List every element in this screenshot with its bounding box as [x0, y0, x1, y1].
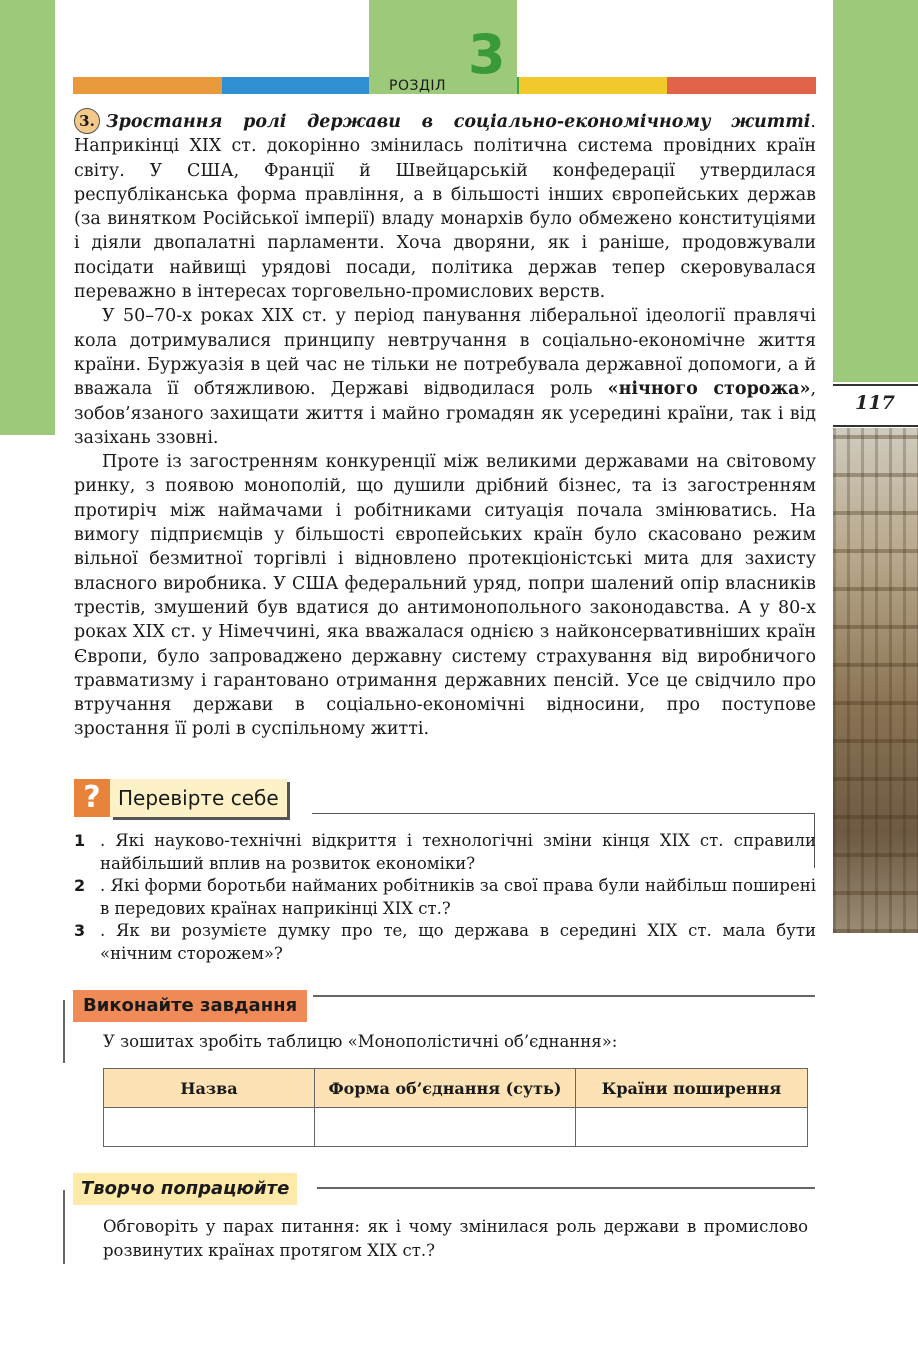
stripe-red [667, 77, 816, 94]
creative-title: Творчо попрацюйте [73, 1173, 297, 1205]
section-label: РОЗДІЛ [389, 78, 447, 94]
paragraph-3: Проте із загостренням конкуренції між великими державами на світовому ринку, з появою монополій, що душили дрібний бізнес, та із загостренням протиріч між наймачами і робітниками ситуація почала змінюватись. На вимогу підприємців у більшості європейських країн було скасовано режим вільної безмитної торгівлі і відновлено протекціоністські мита для захисту власного виробника. У США федеральний уряд, попри шалений опір власників трестів, змушений був вдатися до антимонопольного законодавства. А у 80-х роках XIX ст. у Німеччині, яка вважалася однією з найконсервативніших країн Європи, було запроваджено державну систему страхування від виробничого травматизму і гарантовано отримання державних пенсій. Усе це свідчило про втручання держави в соціально-економічні відносини, про поступове зростання її ролі в суспільному житті. [74, 452, 816, 740]
creative-text: Обговоріть у парах питання: як і чому змінилася роль держави в промислово розвинутих країнах протягом XIX ст.? [103, 1217, 808, 1260]
section-number: 3 [468, 23, 506, 86]
question-list [74, 830, 816, 965]
question-number: 1 [74, 831, 86, 850]
column-header-form: Форма об’єднання (суть) [315, 1069, 576, 1108]
question-number: 2 [74, 876, 86, 895]
table-header-row [104, 1069, 808, 1108]
check-yourself-title: Перевірте себе [110, 779, 287, 817]
paragraph-2-text: У 50–70-х роках XIX ст. у період панування ліберальної ідеології правлячі кола дотримувалися принципу невтручання в соціально-економічне життя країни. Буржуазія в цей час не тільки не потребувала державної допомоги, а й вважала її обтяжливою. Державі відводилася роль [74, 306, 816, 400]
building-photo [833, 428, 918, 933]
question-icon: ? [74, 779, 110, 817]
stripe-blue [222, 77, 371, 94]
page-number-rule-bottom [833, 425, 918, 427]
paragraph-1 [74, 108, 816, 304]
table-row [104, 1108, 808, 1147]
creative-frame-top [317, 1187, 815, 1189]
table-cell [104, 1108, 315, 1147]
task-frame-top [313, 995, 815, 997]
question-text: . Які науково-технічні відкриття і технологічні зміни кінця XIX ст. справили найбільший вплив на розвиток економіки? [100, 831, 816, 873]
question-number: 3 [74, 921, 86, 940]
table-cell [576, 1108, 808, 1147]
item-number-badge: 3. [74, 108, 100, 134]
column-header-name: Назва [104, 1069, 315, 1108]
article-title: Зростання ролі держави в соціально-економічному житті [106, 112, 811, 132]
question-item [74, 830, 816, 875]
paragraph-2-text-end: , зобов’язаного захищати життя і майно громадян як усередині країни, так і від зазіхань ззовні. [74, 379, 817, 448]
creative-frame-left [63, 1190, 65, 1264]
night-watchman-term: «нічного сторожа» [607, 379, 811, 400]
table-cell [315, 1108, 576, 1147]
article-body [74, 108, 816, 742]
question-text: . Як ви розумієте думку про те, що держава в середині XIX ст. мала бути «нічним сторожем»? [100, 921, 816, 963]
stripe-orange [73, 77, 222, 94]
paragraph-1-text: . Наприкінці XIX ст. докорінно змінилась політична система провідних країн світу. У США, Франції й Швейцарській конфедерації утвердилася республіканська форма правління, а в більшості інших європейських держав (за винятком Російської імперії) владу монархів було обмежено конституціями і діяли двопалатні парламенти. Хоча дворяни, як і раніше, продовжували посідати найвищі урядові посади, політика держав тепер скеровувалася переважно в інтересах торговельно-промислових верств. [74, 112, 816, 303]
question-item [74, 875, 816, 920]
paragraph-2 [74, 304, 816, 450]
task-title: Виконайте завдання [73, 990, 307, 1022]
page-number-rule-top [833, 384, 918, 386]
question-item [74, 920, 816, 965]
task-frame-left [63, 1000, 65, 1063]
stripe-yellow [519, 77, 668, 94]
right-margin-bar [833, 0, 918, 382]
page-number: 117 [855, 392, 895, 414]
check-yourself-header [74, 779, 287, 817]
question-text: . Які форми боротьби найманих робітників за свої права були найбільш поширені в передових країнах наприкінці XIX ст.? [100, 876, 816, 918]
task-text: У зошитах зробіть таблицю «Монополістичні об’єднання»: [103, 1032, 618, 1051]
left-margin-bar [0, 0, 55, 435]
monopoly-table [103, 1068, 808, 1147]
column-header-countries: Країни поширення [576, 1069, 808, 1108]
